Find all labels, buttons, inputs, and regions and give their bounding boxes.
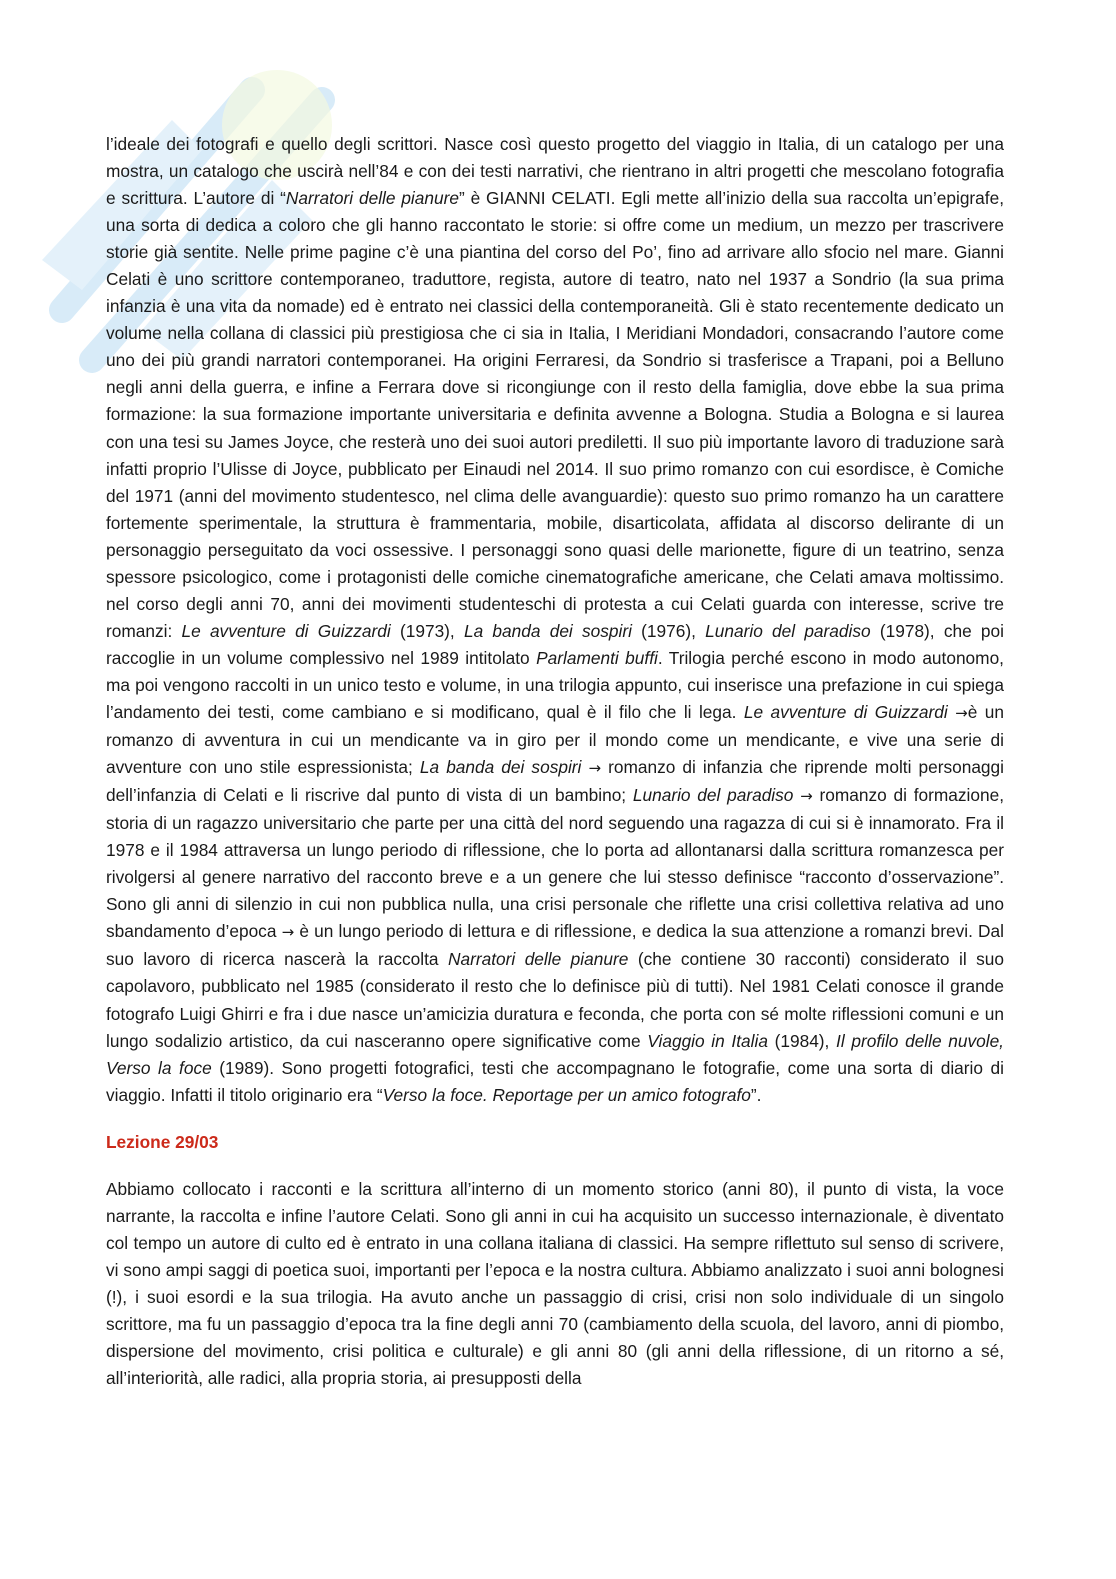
arrow-icon: → <box>588 759 602 778</box>
section-heading-lezione: Lezione 29/03 <box>106 1131 219 1152</box>
paragraph-celati-biography: l’ideale dei fotografi e quello degli scrittori. Nasce così questo progetto del viaggio in Italia, di un catalogo per una mostra, un catalogo che uscirà nell’84 e con dei testi narrativi, che rientrano in altri progetti che mescolano fotografia e scrittura. L’autore di “Narratori delle pianure” è GIANNI CELATI. Egli mette all’inizio della sua raccolta un’epigrafe, una sorta di dedica a coloro che gli hanno raccontato le storie: si offre come un medium, un mezzo per trascrivere storie già sentite. Nelle prime pagine c’è una piantina del corso del Po’, fino ad arrivare allo sfocio nel mare. Gianni Celati è uno scrittore contemporaneo, traduttore, regista, autore di teatro, nato nel 1937 a Sondrio (la sua prima infanzia è una vita da nomade) ed è entrato nei classici della contemporaneità. Gli è stato recentemente dedicato un volume nella collana di classici più prestigiosa che ci sia in Italia, I Meridiani Mondadori, consacrando l’autore come uno dei più grandi narratori contemporanei. Ha origini Ferraresi, da Sondrio si trasferisce a Trapani, poi a Belluno negli anni della guerra, e infine a Ferrara dove si ricongiunge con il resto della famiglia, dove ebbe la sua prima formazione: la sua formazione importante universitaria e definita avvenne a Bologna. Studia a Bologna e si laurea con una tesi su James Joyce, che resterà uno dei suoi autori prediletti. Il suo più importante lavoro di traduzione sarà infatti proprio l’Ulisse di Joyce, pubblicato per Einaudi nel 2014. Il suo primo romanzo con cui esordisce, è Comiche del 1971 (anni del movimento studentesco, nel clima delle avanguardie): questo suo primo romanzo ha un carattere fortemente sperimentale, la struttura è frammentaria, mobile, disarticolata, affidata al discorso delirante di un personaggio perseguitato da voci ossessive. I personaggi sono quasi delle marionette, figure di un teatrino, senza spessore psicologico, come i protagonisti delle comiche cinematografiche americane, che Celati amava moltissimo. nel corso degli anni 70, anni dei movimenti studenteschi di protesta a cui Celati guarda con interesse, scrive tre romanzi: Le avventure di Guizzardi (1973), La banda dei sospiri (1976), Lunario del paradiso (1978), che poi raccoglie in un volume complessivo nel 1989 intitolato Parlamenti buffi. Trilogia perché escono in modo autonomo, ma poi vengono raccolti in un unico testo e volume, in una trilogia appunto, cui inserisce una prefazione in cui spiega l’andamento dei testi, come cambiano e si modificano, qual è il filo che li lega. Le avventure di Guizzardi →è un romanzo di avventura in cui un mendicante va in giro per il mondo come un mendicante, e vive una serie di avventure con uno stile espressionista; La banda dei sospiri → romanzo di infanzia che riprende molti personaggi dell’infanzia di Celati e li riscrive dal punto di vista di un bambino; Lunario del paradiso → romanzo di formazione, storia di un ragazzo universitario che parte per una città del nord seguendo una ragazza di cui si è innamorato. Fra il 1978 e il 1984 attraversa un lungo periodo di riflessione, che lo porta ad allontanarsi dalla scrittura romanzesca per rivolgersi al genere narrativo del racconto breve e a un genere che lui stesso definisce “racconto d’osservazione”. Sono gli anni di silenzio in cui non pubblica nulla, una crisi personale che riflette una crisi collettiva relativa ad uno sbandamento d’epoca → è un lungo periodo di lettura e di riflessione, e dedica la sua attenzione a romanzi brevi. Dal suo lavoro di ricerca nascerà la raccolta Narratori delle pianure (che contiene 30 racconti) considerato il suo capolavoro, pubblicato nel 1985 (considerato il resto che lo definisce più di tutti). Nel 1981 Celati conosce il grande fotografo Luigi Ghirri e fra i due nasce un’amicizia duratura e feconda, che porta con sé molte riflessioni comuni e un lungo sodalizio artistico, da cui nasceranno opere significative come Viaggio in Italia (1984), Il profilo delle nuvole, Verso la foce (1989). Sono progetti fotografici, testi che accompagnano le fotografie, come una sorta di diario di viaggio. Infatti il titolo originario era “Verso la foce. Reportage per un amico fotografo”. <box>106 134 1005 1105</box>
document-body <box>106 131 1004 1392</box>
arrow-icon: → <box>281 923 295 942</box>
arrow-icon: → <box>955 703 968 722</box>
paragraph-lezione-intro: Abbiamo collocato i racconti e la scrittura all’interno di un momento storico (anni 80), il punto di vista, la voce narrante, la raccolta e infine l’autore Celati. Sono gli anni in cui ha acquisito un successo internazionale, è diventato col tempo un autore di culto ed è entrato in una collana italiana di classici. Ha sempre riflettuto sul senso di scrivere, vi sono ampi saggi di poetica suoi, importanti per l’epoca e la nostra cultura. Abbiamo analizzato i suoi anni bolognesi (!), i suoi esordi e la sua trilogia. Ha avuto anche un passaggio di crisi, crisi non solo individuale di un singolo scrittore, ma fu un passaggio d’epoca tra la fine degli anni 70 (cambiamento della scuola, del lavoro, anni di piombo, dispersione del movimento, crisi politica e culturale) e gli anni 80 (gli anni della riflessione, di un ritorno a sé, all’interiorità, alle radici, alla propria storia, ai presupposti della <box>106 1178 1004 1389</box>
arrow-icon: → <box>800 787 813 806</box>
